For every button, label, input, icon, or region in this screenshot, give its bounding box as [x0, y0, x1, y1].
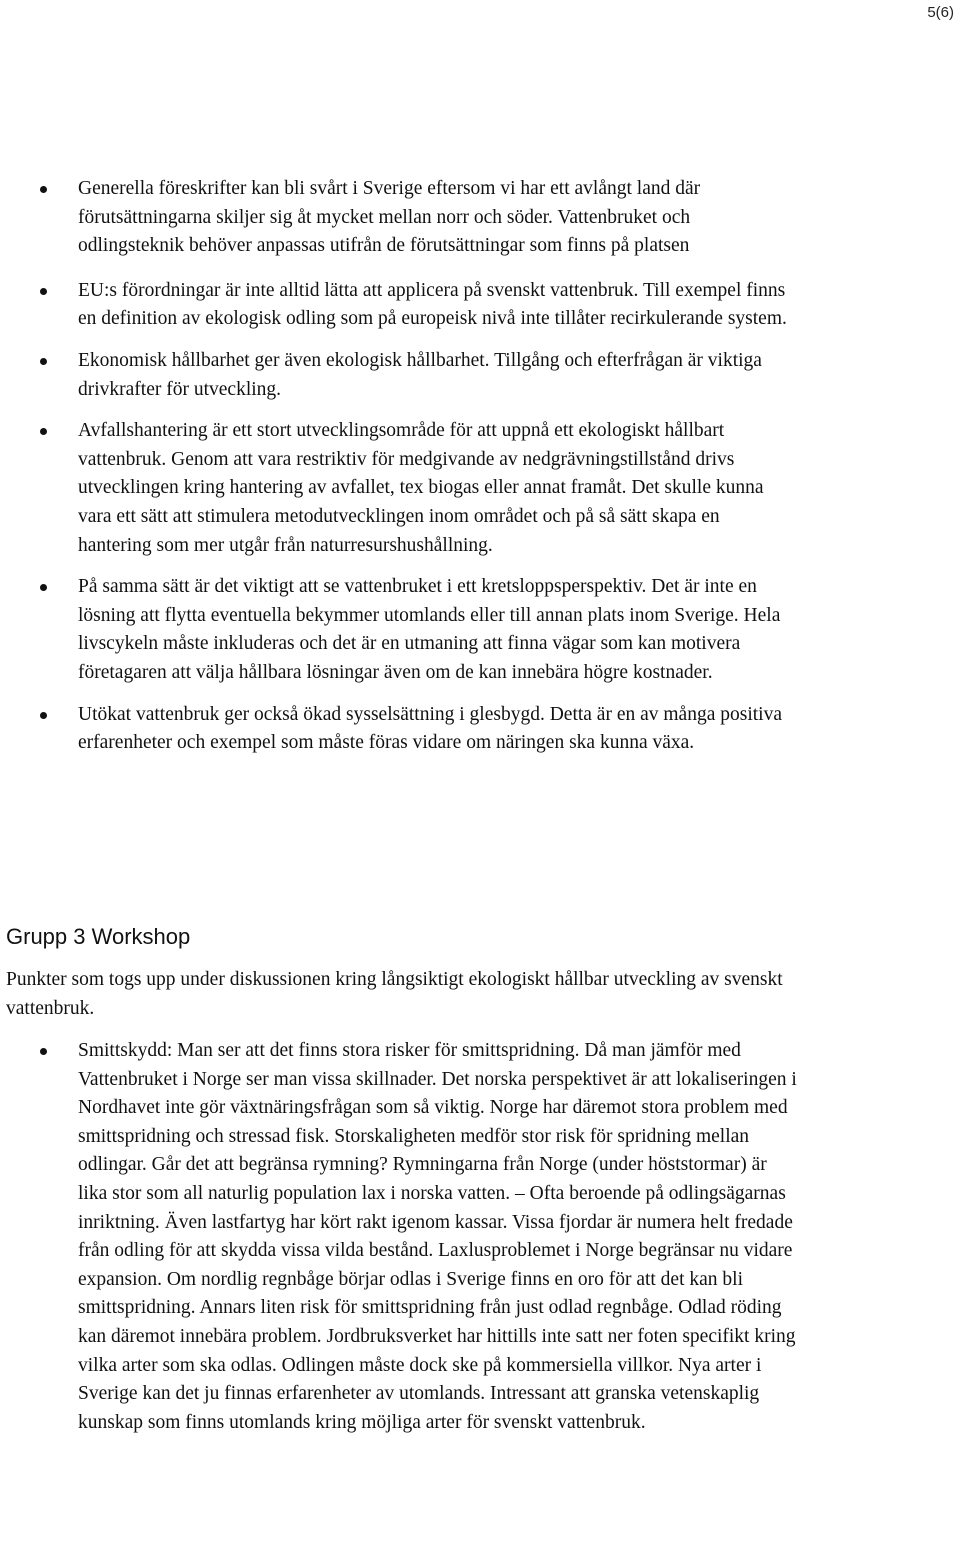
- list-item-text: EU:s förordningar är inte alltid lätta att applicera på svenskt vattenbruk. Till exempel finns en definition av ekologisk odling som på europeisk nivå inte tillåter recirkulerande system.: [78, 279, 787, 330]
- bullet-icon: [40, 1048, 47, 1055]
- list-item: [0, 175, 798, 261]
- bullet-icon: [40, 358, 47, 365]
- list-item-text: Ekonomisk hållbarhet ger även ekologisk hållbarhet. Tillgång och efterfrågan är viktiga drivkrafter för utveckling.: [78, 349, 762, 400]
- bullet-icon: [40, 712, 47, 719]
- list-item-text: Avfallshantering är ett stort utvecklingsområde för att uppnå ett ekologiskt hållbart vattenbruk. Genom att vara restriktiv för medgivande av nedgrävningstillstånd drivs utvecklingen kring hantering av avfallet, tex biogas eller annat framåt. Det skulle kunna vara ett sätt att stimulera metodutvecklingen inom området och på så sätt skapa en hantering som mer utgår från naturresurshushållning.: [78, 420, 764, 556]
- bullet-list-part1: [0, 175, 798, 758]
- bullet-icon: [40, 288, 47, 295]
- list-item-text: På samma sätt är det viktigt att se vattenbruket i ett kretsloppsperspektiv. Det är inte en lösning att flytta eventuella bekymmer utomlands eller till annan plats inom Sverige. Hela livscykeln måste inkluderas och det är en utmaning att finna vägar som kan motivera företagaren att välja hållbara lösningar även om de kan innebära högre kostnader.: [78, 576, 781, 683]
- list-item: [0, 347, 798, 404]
- section-intro: Punkter som togs upp under diskussionen kring långsiktigt ekologiskt hållbar utveckling av svenskt vattenbruk.: [6, 969, 783, 1019]
- bullet-icon: [40, 186, 47, 193]
- section-heading: Grupp 3 Workshop: [6, 924, 191, 949]
- bullet-list-part2: [0, 1037, 798, 1437]
- bullet-icon: [40, 428, 47, 435]
- list-item-text: Smittskydd: Man ser att det finns stora risker för smittspridning. Då man jämför med Vattenbruket i Norge ser man vissa skillnader. Det norska perspektivet är att lokaliseringen i Nordhavet inte gör växtnäringsfrågan som så viktig. Norge har däremot stora problem med smittspridning och stressad fisk. Storskaligheten medför stor risk för spridning mellan odlingar. Går det att begränsa rymning? Rymningarna från Norge (under höststormar) är lika stor som all naturlig population lax i norska vatten. – Ofta beroende på odlingsägarnas inriktning. Även lastfartyg har kört rakt igenom kassar. Vissa fjordar är numera helt fredade från odling för att skydda vissa vilda bestånd. Laxlusproblemet i Norge begränsar nu vidare expansion. Om nordlig regnbåge börjar odlas i Sverige finns en oro för att det kan bli smittspridning. Annars liten risk för smittspridning från just odlad regnbåge. Odlad röding kan däremot innebära problem. Jordbruksverket har hittills inte satt ner foten specifikt kring vilka arter som ska odlas. Odlingen måste dock ske på kommersiella villkor. Nya arter i Sverige kan det ju finnas erfarenheter av utomlands. Intressant att granska vetenskaplig kunskap som finns utomlands kring möjliga arter för svenskt vattenbruk.: [78, 1040, 797, 1433]
- list-item: [0, 277, 798, 334]
- list-item: [0, 1037, 798, 1437]
- bullet-icon: [40, 584, 47, 591]
- list-item-text: Utökat vattenbruk ger också ökad sysselsättning i glesbygd. Detta är en av många positiva erfarenheter och exempel som måste föras vidare om näringen ska kunna växa.: [78, 703, 782, 754]
- page-number: 5(6): [927, 4, 954, 21]
- list-item: [0, 417, 798, 560]
- list-item: [0, 573, 798, 687]
- list-item-text: Generella föreskrifter kan bli svårt i Sverige eftersom vi har ett avlångt land där förutsättningarna skiljer sig åt mycket mellan norr och söder. Vattenbruket och odlingsteknik behöver anpassas utifrån de förutsättningar som finns på platsen: [78, 178, 701, 257]
- list-item: [0, 701, 798, 758]
